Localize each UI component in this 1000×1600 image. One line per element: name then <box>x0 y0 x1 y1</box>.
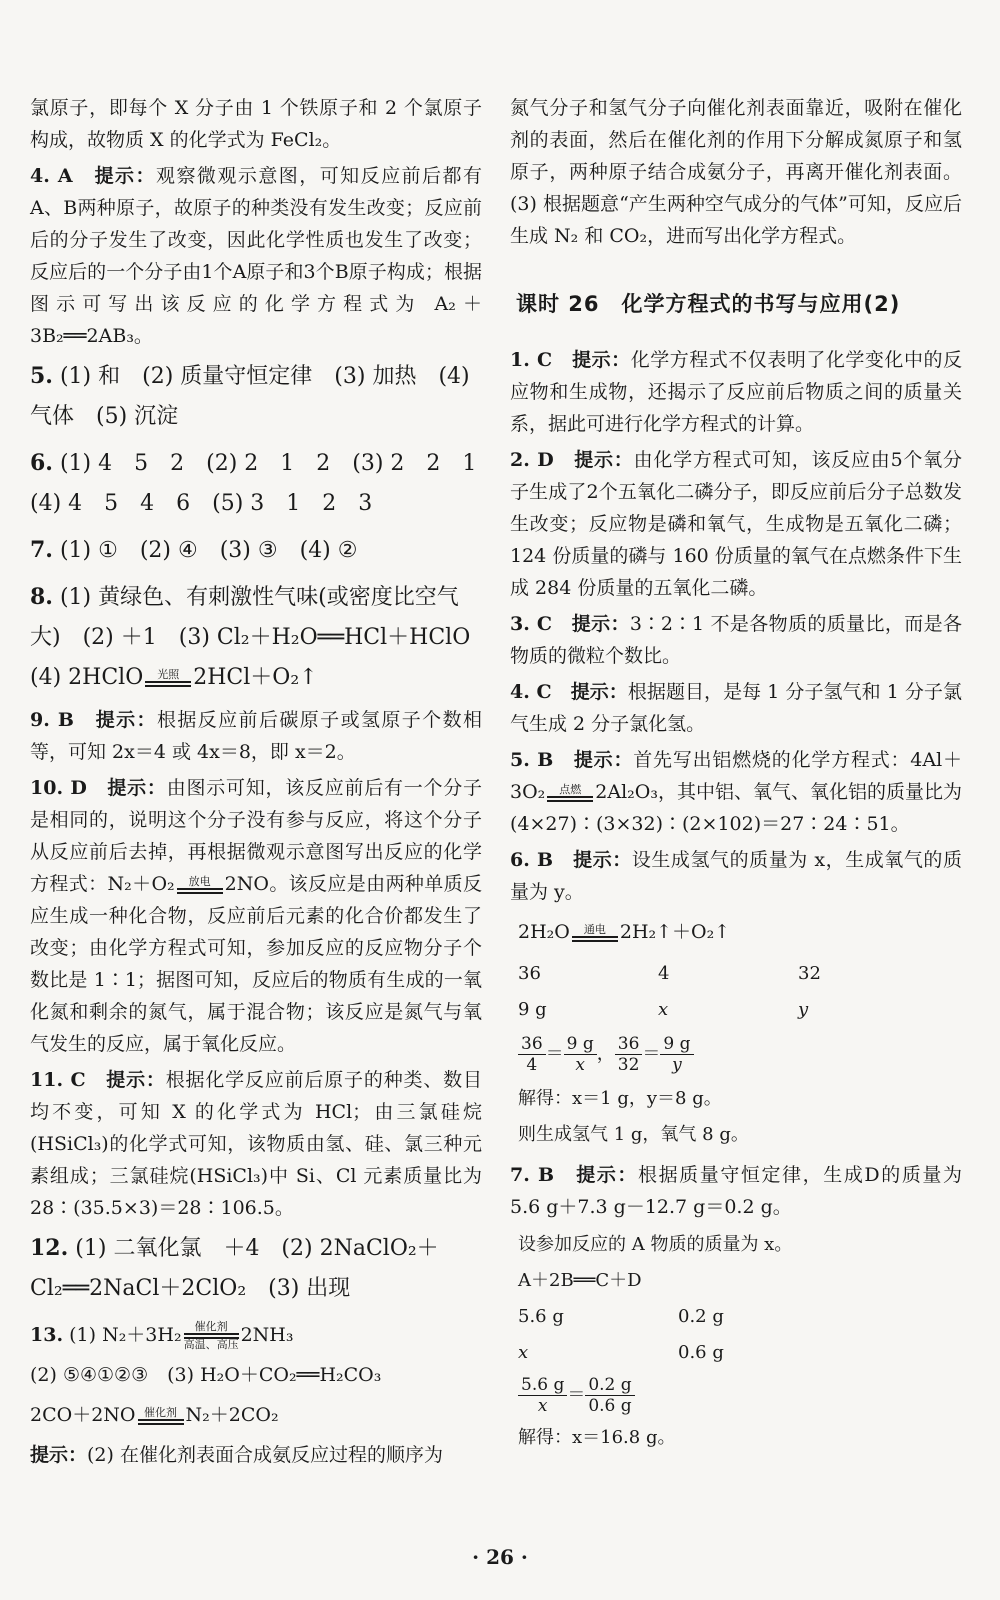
answer-number: 13. <box>30 1324 64 1346</box>
answer-text: (1) 二氧化氯 ＋4 (2) 2NaClO₂＋Cl₂══2NaCl＋2ClO₂ (3) 出现 <box>30 1236 439 1301</box>
fraction: $\frac{36}{4}$ <box>518 1034 546 1075</box>
answer-text: 根据化学反应前后原子的种类、数目均不变，可知 X 的化学式为 HCl；由三氯硅烷(HSiCl₃)的化学式可知，该物质由氢、硅、氯三种元素组成；三氯硅烷(HSiCl₃)中 Si、Cl 元素质量比为 28∶(35.5×3)＝28∶106.5。 <box>30 1069 482 1219</box>
solution-text: 解得：x＝16.8 g。 <box>518 1427 676 1448</box>
answer-text: 2HCl＋O₂↑ <box>193 665 318 690</box>
mass-table <box>518 956 851 1028</box>
equation: 2CO＋2NO <box>30 1404 136 1426</box>
answer-text: 设生成氢气的质量为 x，生成氧气的质量为 y。 <box>510 849 962 903</box>
fraction: $\frac{0.2 g}{0.6 g}$ <box>585 1375 634 1416</box>
table-cell: 36 <box>518 963 541 984</box>
equation: A＋2B══C＋D <box>518 1270 642 1291</box>
answer-number: 4. A <box>30 165 73 187</box>
fraction: $\frac{9 g}{x}$ <box>564 1034 597 1075</box>
table-cell: 0.6 g <box>678 1342 724 1363</box>
answer-text: 根据题目，是每 1 分子氢气和 1 分子氯气生成 2 分子氯化氢。 <box>510 681 962 735</box>
reaction-condition: 催化剂 <box>138 1407 184 1425</box>
table-cell: 9 g <box>518 999 547 1020</box>
reaction-condition: 通电 <box>572 924 618 942</box>
answer-1 <box>510 344 962 440</box>
answer-number: 5. <box>30 363 53 389</box>
answer-number: 7. <box>30 537 53 563</box>
left-column <box>30 92 499 1475</box>
answer-text: 2Al₂O₃，其中铝、氧气、氧化铝的质量比为(4×27)∶(3×32)∶(2×102)＝27∶24∶51。 <box>510 781 962 835</box>
paragraph: 氯原子，即每个 X 分子由 1 个铁原子和 2 个氯原子构成，故物质 X 的化学式为 FeCl₂。 <box>30 97 482 151</box>
tip-label: 提示： <box>571 613 630 635</box>
answer-text: 化学方程式不仅表明了化学变化中的反应物和生成物，还揭示了反应前后物质之间的质量关系，据此可进行化学方程式的计算。 <box>510 349 962 435</box>
answer-3 <box>510 608 962 672</box>
answer-text: (1) ① (2) ④ (3) ③ (4) ② <box>59 538 358 563</box>
answer-number: 12. <box>30 1235 69 1261</box>
table-cell: x <box>658 999 669 1020</box>
answer-7 <box>30 530 482 571</box>
tip-label: 提示： <box>94 165 156 187</box>
calculation-block <box>510 1227 962 1456</box>
answer-7 <box>510 1159 962 1223</box>
answer-11 <box>30 1064 482 1224</box>
table-cell: 4 <box>658 963 670 984</box>
tip-label: 提示： <box>573 849 632 871</box>
answer-4 <box>30 160 482 352</box>
tip-label: 提示： <box>30 1444 88 1466</box>
reaction-condition: 放电 <box>177 876 223 894</box>
answer-6 <box>30 443 499 524</box>
table-row <box>518 1299 754 1335</box>
answer-number: 10. D <box>30 777 87 799</box>
fraction: $\frac{9 g}{y}$ <box>660 1034 693 1075</box>
paragraph: 氮气分子和氢气分子向催化剂表面靠近，吸附在催化剂的表面，然后在催化剂的作用下分解成氮原子和氢原子，两种原子结合成氨分子，再离开催化剂表面。(3) 根据题意“产生两种空气成分的气体”可知，反应后生成 N₂ 和 CO₂，进而写出化学方程式。 <box>510 97 962 247</box>
answer-13-tip <box>30 1439 482 1471</box>
answer-number: 4. C <box>510 681 552 703</box>
table-cell: x <box>518 1342 529 1363</box>
table-row <box>518 992 851 1028</box>
tip-label: 提示： <box>106 1069 166 1091</box>
tip-label: 提示： <box>573 749 634 771</box>
answer-number: 6. B <box>510 849 554 871</box>
answer-text: 由图示可知，该反应前后有一个分子是相同的，说明这个分子没有参与反应，将这个分子从反应前后去掉，再根据微观示意图写出反应的化学方程式：N₂＋O₂ <box>30 777 482 895</box>
table-cell: 0.2 g <box>678 1306 724 1327</box>
solution-text: 解得：x＝1 g，y＝8 g。 <box>518 1088 722 1109</box>
tip-label: 提示： <box>107 777 167 799</box>
table-row <box>518 1335 754 1371</box>
answer-number: 8. <box>30 584 53 610</box>
right-column <box>510 92 962 1456</box>
answer-number: 6. <box>30 450 53 476</box>
answer-text: 2NO。该反应是由两种单质反应生成一种化合物，反应前后元素的化合价都发生了改变；由化学方程式可知，参加反应的反应物分子个数比是 1∶1；据图可知，反应后的物质有生成的一氧化氮和剩余的氮气，属于混合物；该反应是氮气与氧气发生的反应，属于氧化反应。 <box>30 873 483 1055</box>
answer-text: 首先写出铝燃烧的化学方程式：4Al＋3O₂ <box>510 749 962 803</box>
reaction-condition: 点燃 <box>547 784 593 802</box>
answer-number: 2. D <box>510 449 554 471</box>
fraction: $\frac{5.6 g}{x}$ <box>518 1375 567 1416</box>
answer-4 <box>510 676 962 740</box>
fraction-equation: $\frac{36}{4}$ ＝ $\frac{9 g}{x}$ ， $\frac{36}{32}$ ＝ $\frac{9 g}{y}$ <box>518 1034 962 1075</box>
answer-6 <box>510 844 962 908</box>
answer-10 <box>30 772 482 1060</box>
table-cell: 32 <box>798 963 821 984</box>
answer-number: 3. C <box>510 613 552 635</box>
assumption-text: 设参加反应的 A 物质的质量为 x。 <box>518 1234 793 1255</box>
answer-number: 7. B <box>510 1164 555 1186</box>
answer-5 <box>510 744 962 840</box>
fraction-equation: $\frac{5.6 g}{x}$ ＝ $\frac{0.2 g}{0.6 g}$ <box>518 1375 962 1416</box>
answer-text: 观察微观示意图，可知反应前后都有A、B两种原子，故原子的种类没有发生改变；反应前后的分子发生了改变，因此化学性质也发生了改变；反应后的一个分子由1个A原子和3个B原子构成；根据图示可写出该反应的化学方程式为 A₂＋3B₂══2AB₃。 <box>30 165 482 347</box>
tip-label: 提示： <box>572 349 631 371</box>
answer-8 <box>30 577 493 698</box>
answer-5 <box>30 356 482 437</box>
fraction: $\frac{36}{32}$ <box>615 1034 643 1075</box>
equation: N₂＋2CO₂ <box>185 1404 279 1426</box>
page-number: · 26 · <box>472 1545 528 1569</box>
answer-9 <box>30 704 482 768</box>
answer-text: 3∶2∶1 不是各物质的质量比，而是各物质的微粒个数比。 <box>510 613 962 667</box>
tip-label: 提示： <box>574 449 634 471</box>
answer-12 <box>30 1228 482 1309</box>
answer-2 <box>510 444 962 604</box>
answer-text: 根据质量守恒定律，生成D的质量为 5.6 g＋7.3 g－12.7 g＝0.2 g。 <box>510 1164 962 1218</box>
tip-label: 提示： <box>95 709 157 731</box>
calculation-block <box>510 912 962 1153</box>
table-cell: y <box>798 999 809 1020</box>
answer-text: (1) 4 5 2 (2) 2 1 2 (3) 2 2 1 (4) 4 5 4 6 (5) 3 1 2 3 <box>30 451 499 516</box>
equation: 2NH₃ <box>240 1324 294 1346</box>
reaction-condition: 光照 <box>145 669 191 687</box>
tip-label: 提示： <box>576 1164 639 1186</box>
answer-text: 由化学方程式可知，该反应由5个氧分子生成了2个五氧化二磷分子，即反应前后分子总数发生改变；反应物是磷和氧气，生成物是五氧化二磷；124 份质量的磷与 160 份质量的氧气在点燃条件下生成 284 份质量的五氧化二磷。 <box>510 449 962 599</box>
section-heading: 课时 26 化学方程式的书写与应用(2) <box>516 292 901 316</box>
equation: (1) N₂＋3H₂ <box>69 1324 182 1346</box>
table-row <box>518 956 851 992</box>
answer-text: (1) 黄绿色、有刺激性气味(或密度比空气大) (2) ＋1 (3) Cl₂＋H₂O══HCl＋HClO (4) 2HClO <box>30 585 493 690</box>
answer-number: 11. C <box>30 1069 86 1091</box>
answer-text: (1) 和 (2) 质量守恒定律 (3) 加热 (4) 气体 (5) 沉淀 <box>30 364 470 429</box>
reaction-condition: 催化剂 高温、高压 <box>183 1320 239 1351</box>
answer-text: (2) 在催化剂表面合成氨反应过程的顺序为 <box>87 1444 443 1466</box>
answer-text: (2) ⑤④①②③ (3) H₂O＋CO₂══H₂CO₃ <box>30 1364 382 1386</box>
answer-number: 9. B <box>30 709 74 731</box>
mass-table <box>518 1299 754 1371</box>
table-cell: 5.6 g <box>518 1306 564 1327</box>
equation: 2H₂O 通电 2H₂↑＋O₂↑ <box>518 921 731 943</box>
answer-13 <box>30 1315 482 1435</box>
answer-number: 5. B <box>510 749 554 771</box>
answer-number: 1. C <box>510 349 553 371</box>
answer-text: 根据反应前后碳原子或氢原子个数相等，可知 2x＝4 或 4x＝8，即 x＝2。 <box>30 709 482 763</box>
tip-label: 提示： <box>570 681 628 703</box>
result-text: 则生成氢气 1 g，氧气 8 g。 <box>518 1124 749 1145</box>
